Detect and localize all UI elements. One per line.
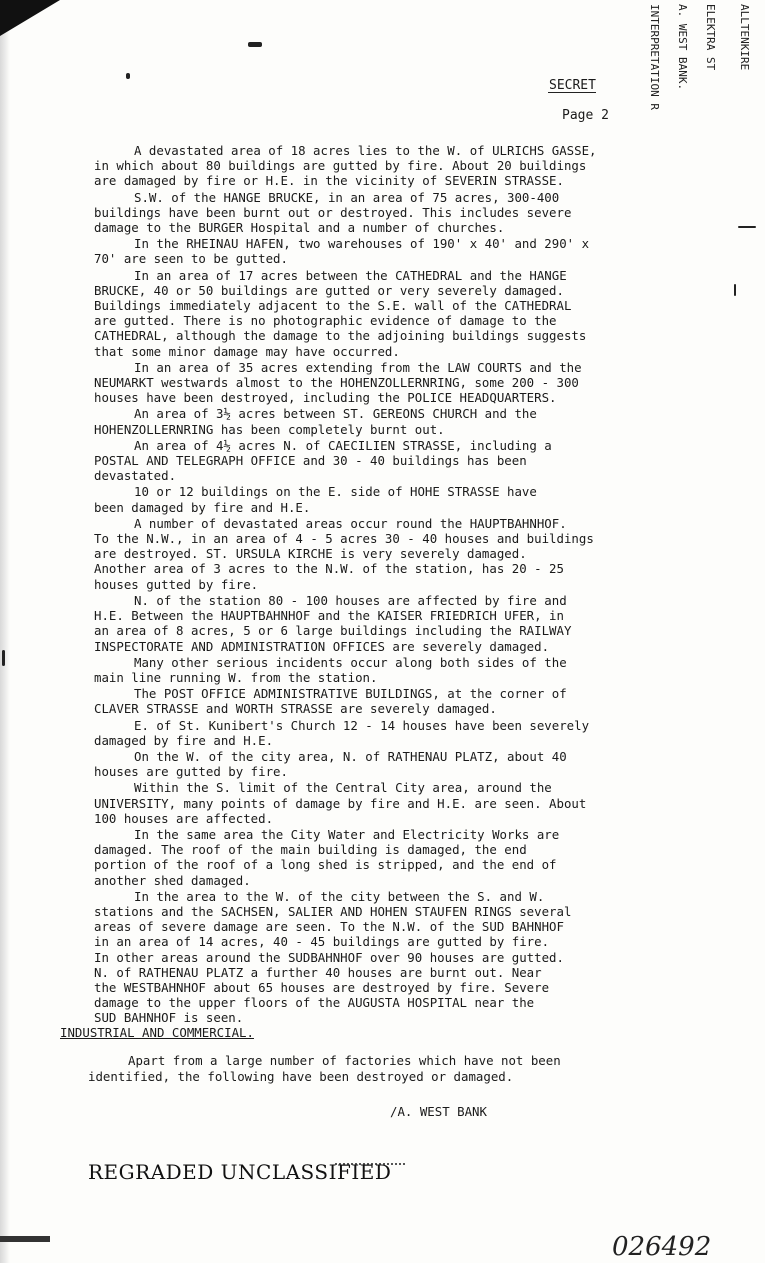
paragraph: On the W. of the city area, N. of RATHENAU PLATZ, about 40 houses are gutted by fire. [94, 748, 567, 780]
paragraph: In the RHEINAU HAFEN, two warehouses of 190' x 40' and 290' x 70' are seen to be gutted. [94, 236, 590, 267]
scan-speck [734, 284, 736, 296]
scan-speck [126, 73, 130, 79]
scan-edge-mark [0, 1236, 50, 1242]
paragraph: Within the S. limit of the Central City area, around the UNIVERSITY, many points of damage by fire and H.E. are seen. About 100 houses are affected. [94, 780, 587, 826]
classification-label: SECRET [549, 78, 596, 93]
scan-speck [738, 226, 756, 228]
paragraph: Many other serious incidents occur along both sides of the main line running W. from the station. [94, 654, 567, 685]
paragraph: A devastated area of 18 acres lies to the W. of ULRICHS GASSE, in which about 80 buildings are gutted by fire. About 20 buildings are damaged by fire or H.E. in the vicinity of SEVERIN STRASSE. [94, 143, 597, 189]
scan-edge [0, 0, 10, 1263]
side-label-interpretation: INTERPRETATION R [648, 4, 661, 110]
scan-corner-mark [0, 0, 60, 36]
section-heading: INDUSTRIAL AND COMMERCIAL. [60, 1025, 254, 1040]
report-body [94, 143, 624, 1027]
handwritten-number: 026492 [612, 1232, 712, 1262]
side-label-alltenkire: ALLTENKIRE [738, 4, 751, 71]
classification-underline [548, 92, 596, 93]
side-label-elektra: ELEKTRA ST [704, 4, 717, 71]
footer-reference: /A. WEST BANK [390, 1104, 487, 1119]
scan-speck [2, 650, 5, 666]
industrial-paragraph: Apart from a large number of factories which have not been identified, the following have been destroyed or damaged. [88, 1053, 561, 1084]
regraded-stamp: REGRADED UNCLASSIFIED [88, 1160, 392, 1184]
side-label-west-bank: A. WEST BANK. [676, 4, 689, 91]
paragraph: In an area of 35 acres extending from the LAW COURTS and the NEUMARKT westwards almost to the HOHENZOLLERNRING, some 200 - 300 houses have been destroyed, including the POLICE HEADQUARTERS. [94, 359, 582, 406]
paragraph: An area of 4½ acres N. of CAECILIEN STRASSE, including a POSTAL AND TELEGRAPH OFFICE and 30 - 40 buildings has been devastated. [94, 437, 552, 484]
paragraph: S.W. of the HANGE BRUCKE, in an area of 75 acres, 300-400 buildings have been burnt out or destroyed. This includes severe damage to the BURGER Hospital and a number of churches. [94, 189, 572, 236]
paragraph: N. of the station 80 - 100 houses are affected by fire and H.E. Between the HAUPTBAHNHOF and the KAISER FRIEDRICH UFER, in an area of 8 acres, 5 or 6 large buildings including the RAILWAY INSPECTORATE AND ADMINISTRATION OFFICES are severely damaged. [94, 592, 572, 654]
paragraph: In an area of 17 acres between the CATHEDRAL and the HANGE BRUCKE, 40 or 50 buildings are gutted or very severely damaged. Buildings immediately adjacent to the S.E. wall of the CATHEDRAL are gutted. There is no photographic evidence of damage to the CATHEDRAL, although the damage to the adjoining buildings suggests that some minor damage may have occurred. [94, 267, 587, 359]
industrial-section [88, 1053, 608, 1084]
paragraph: In the same area the City Water and Electricity Works are damaged. The roof of the main building is damaged, the end portion of the roof of a long shed is stripped, and the end of another shed damaged. [94, 826, 560, 888]
paragraph: A number of devastated areas occur round the HAUPTBAHNHOF. To the N.W., in an area of 4 - 5 acres 30 - 40 houses and buildings are destroyed. ST. URSULA KIRCHE is very severely damaged. Another area of 3 acres to the N.W. of the station, has 20 - 25 houses gutted by fire. [94, 515, 594, 592]
paragraph: E. of St. Kunibert's Church 12 - 14 houses have been severely damaged by fire and H.E. [94, 717, 590, 748]
paragraph: The POST OFFICE ADMINISTRATIVE BUILDINGS, at the corner of CLAVER STRASSE and WORTH STRASSE are severely damaged. [94, 686, 567, 717]
paragraph: An area of 3½ acres between ST. GEREONS CHURCH and the HOHENZOLLERNRING has been completely burnt out. [94, 406, 537, 437]
paragraph: 10 or 12 buildings on the E. side of HOHE STRASSE have been damaged by fire and H.E. [94, 484, 537, 515]
page-number: Page 2 [562, 108, 609, 123]
paragraph: In the area to the W. of the city between the S. and W. stations and the SACHSEN, SALIER AND HOHEN STAUFEN RINGS several areas of severe damage are seen. To the N.W. of the SUD BAHNHOF in an area of 14 acres, 40 - 45 buildings are gutted by fire. In other areas around the SUDBAHNHOF over 90 houses are gutted. N. of RATHENAU PLATZ a further 40 houses are burnt out. Near the WESTBAHNHOF about 65 houses are destroyed by fire. Severe damage to the upper floors of the AUGUSTA HOSPITAL near the SUD BAHNHOF is seen. [94, 888, 572, 1026]
scan-speck [248, 42, 262, 47]
